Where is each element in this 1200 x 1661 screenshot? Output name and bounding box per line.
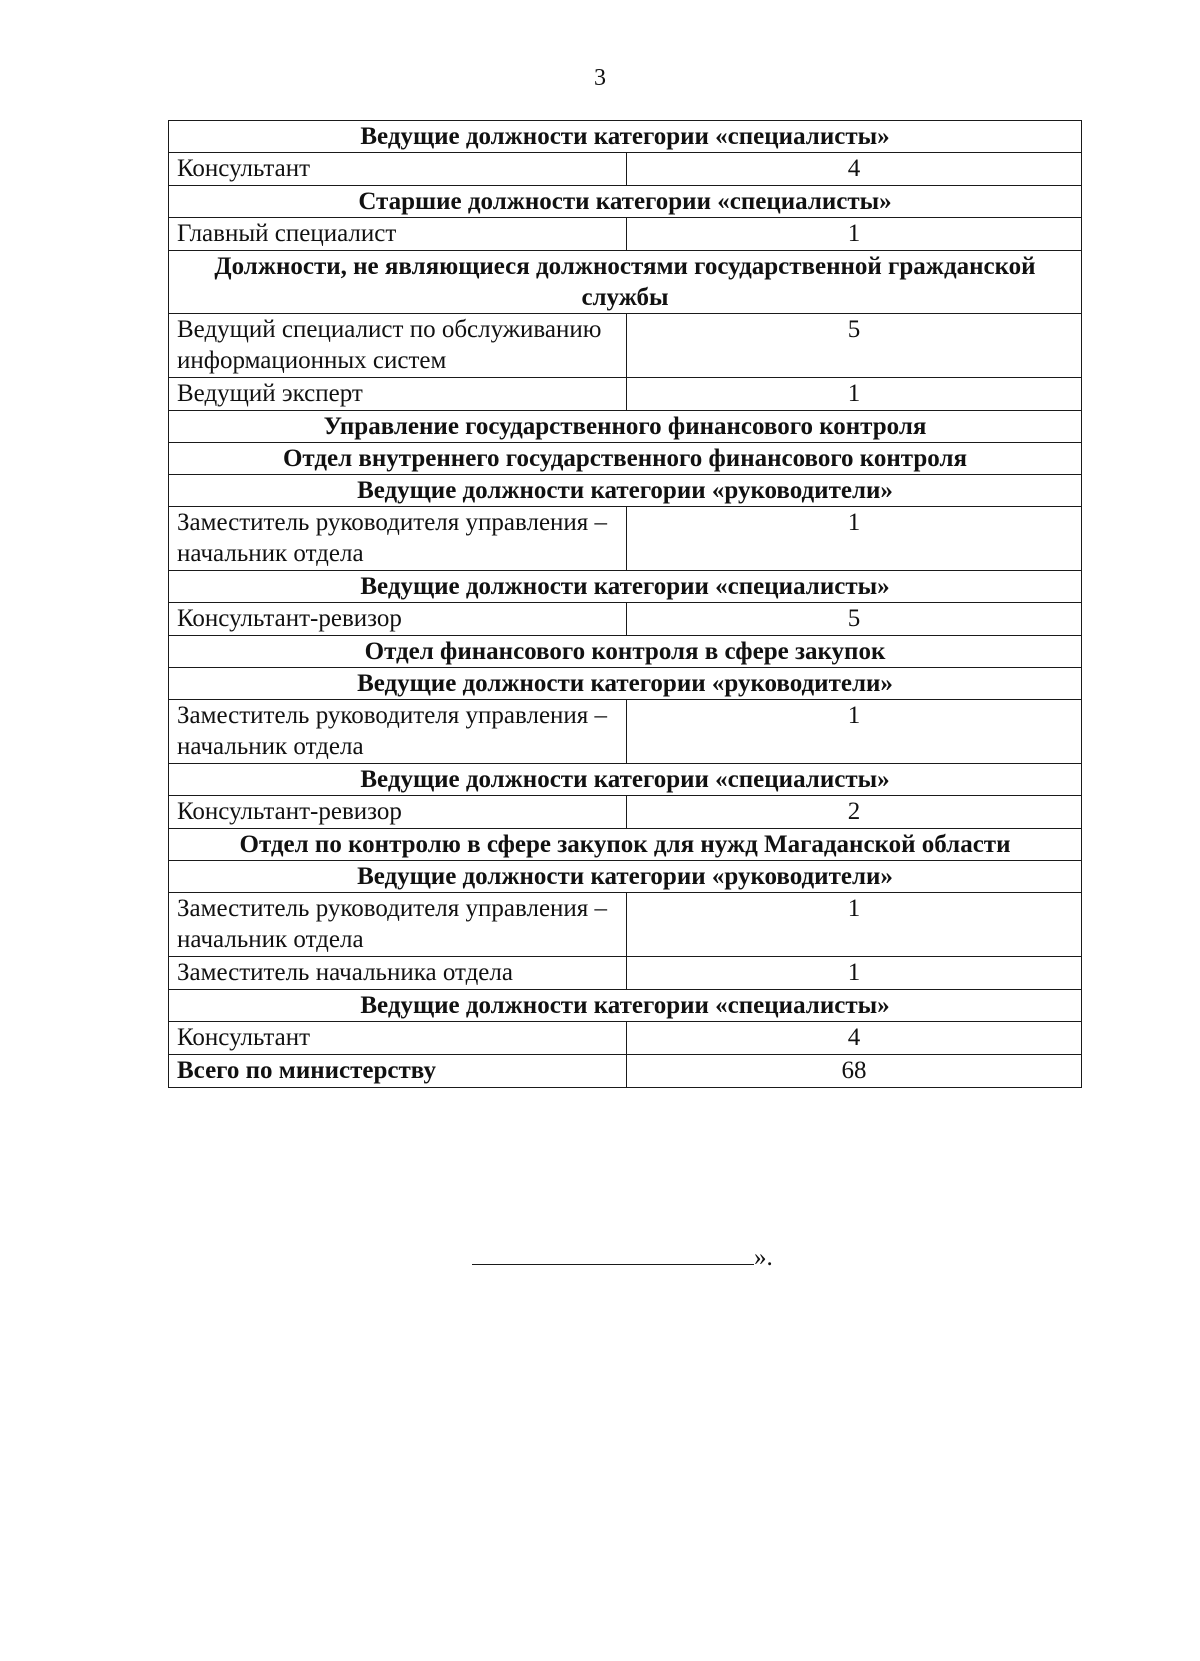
section-header-row: [169, 411, 1082, 443]
section-header: Старшие должности категории «специалисты»: [169, 186, 1082, 218]
section-header-row: [169, 475, 1082, 507]
section-header-row: [169, 990, 1082, 1022]
position-count: 1: [627, 507, 1082, 571]
section-header: Управление государственного финансового контроля: [169, 411, 1082, 443]
position-count: 5: [627, 314, 1082, 378]
section-header: Отдел по контролю в сфере закупок для нужд Магаданской области: [169, 829, 1082, 861]
position-row: [169, 507, 1082, 571]
position-count: 4: [627, 1022, 1082, 1055]
section-header-row: [169, 861, 1082, 893]
total-row: [169, 1055, 1082, 1088]
position-name: Главный специалист: [169, 218, 627, 251]
position-count: 5: [627, 603, 1082, 636]
closing-quote: ».: [754, 1244, 773, 1271]
position-name: Консультант-ревизор: [169, 603, 627, 636]
section-header: Ведущие должности категории «специалисты»: [169, 990, 1082, 1022]
position-name: Заместитель начальника отдела: [169, 957, 627, 990]
position-row: [169, 796, 1082, 829]
position-row: [169, 603, 1082, 636]
staffing-table-body: [169, 121, 1082, 1088]
position-name: Ведущий эксперт: [169, 378, 627, 411]
position-count: 1: [627, 893, 1082, 957]
position-row: [169, 153, 1082, 186]
total-count: 68: [627, 1055, 1082, 1088]
section-header-row: [169, 571, 1082, 603]
position-row: [169, 314, 1082, 378]
section-header-row: [169, 668, 1082, 700]
section-header-row: [169, 764, 1082, 796]
section-header-row: [169, 251, 1082, 314]
position-count: 1: [627, 700, 1082, 764]
position-row: [169, 218, 1082, 251]
section-header-row: [169, 443, 1082, 475]
section-header: Ведущие должности категории «руководители»: [169, 668, 1082, 700]
page-number: 3: [594, 65, 606, 91]
position-name: Ведущий специалист по обслуживанию информационных систем: [169, 314, 627, 378]
position-name: Консультант-ревизор: [169, 796, 627, 829]
position-count: 2: [627, 796, 1082, 829]
position-row: [169, 700, 1082, 764]
section-header: Ведущие должности категории «руководители»: [169, 861, 1082, 893]
position-name: Заместитель руководителя управления – начальник отдела: [169, 507, 627, 571]
section-header-row: [169, 636, 1082, 668]
section-header-row: [169, 186, 1082, 218]
position-row: [169, 1022, 1082, 1055]
position-row: [169, 378, 1082, 411]
section-header: Ведущие должности категории «специалисты»: [169, 764, 1082, 796]
section-header: Отдел внутреннего государственного финансового контроля: [169, 443, 1082, 475]
total-label: Всего по министерству: [169, 1055, 627, 1088]
position-name: Консультант: [169, 1022, 627, 1055]
closing-underline: [472, 1242, 754, 1265]
position-name: Заместитель руководителя управления – начальник отдела: [169, 700, 627, 764]
section-header: Ведущие должности категории «специалисты»: [169, 121, 1082, 153]
position-name: Заместитель руководителя управления – начальник отдела: [169, 893, 627, 957]
position-row: [169, 957, 1082, 990]
section-header-row: [169, 829, 1082, 861]
section-header: Должности, не являющиеся должностями государственной гражданской службы: [169, 251, 1082, 314]
section-header: Ведущие должности категории «руководители»: [169, 475, 1082, 507]
section-header: Ведущие должности категории «специалисты»: [169, 571, 1082, 603]
section-header-row: [169, 121, 1082, 153]
position-count: 4: [627, 153, 1082, 186]
position-name: Консультант: [169, 153, 627, 186]
section-header: Отдел финансового контроля в сфере закупок: [169, 636, 1082, 668]
position-count: 1: [627, 957, 1082, 990]
closing-mark: [472, 1242, 773, 1273]
position-count: 1: [627, 218, 1082, 251]
position-row: [169, 893, 1082, 957]
position-count: 1: [627, 378, 1082, 411]
staffing-table: [168, 120, 1082, 1088]
